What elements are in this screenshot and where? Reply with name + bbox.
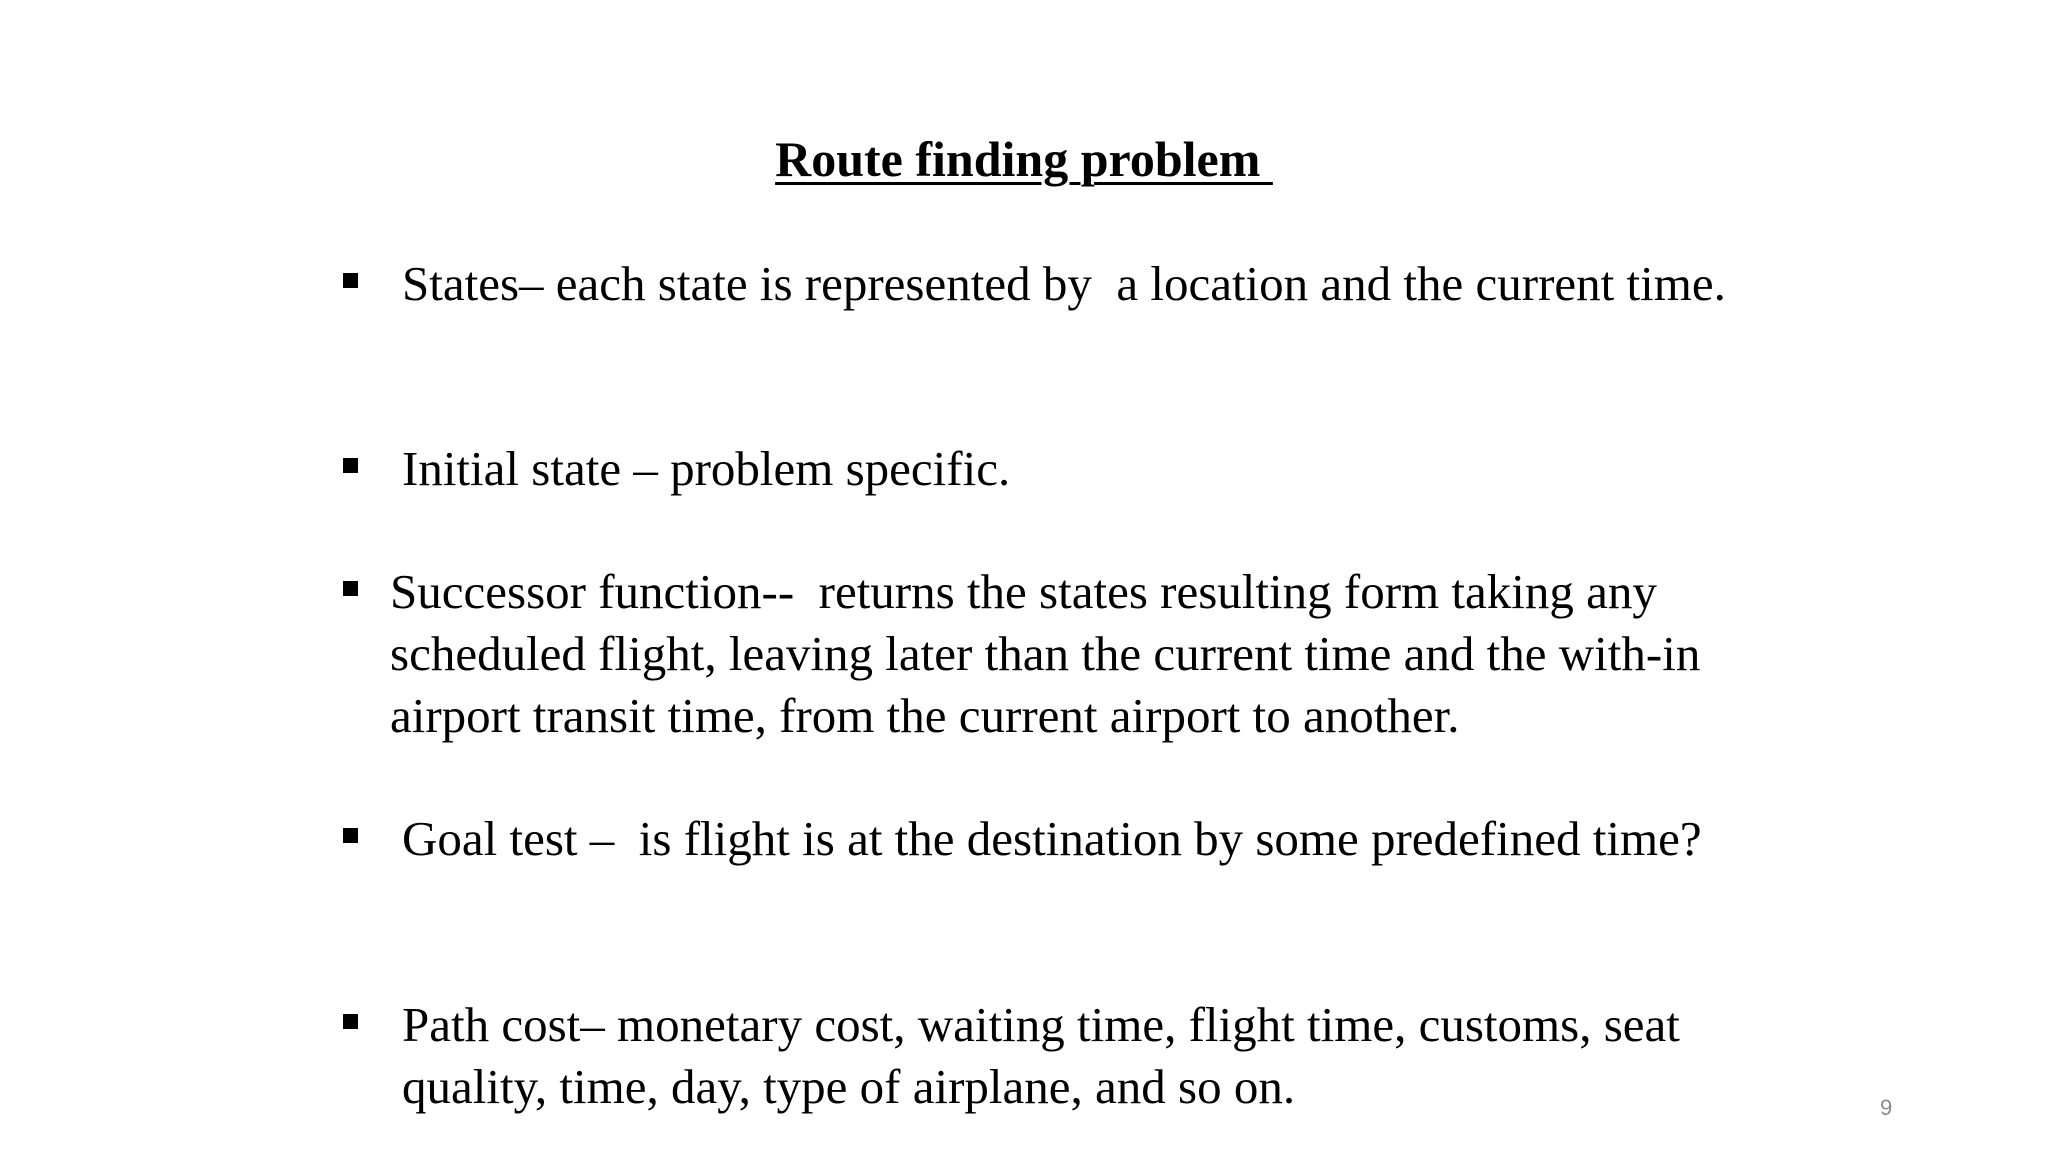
square-bullet-icon [343,458,358,473]
bullet-text: Path cost– monetary cost, waiting time, flight time, customs, seat quality, time, day, type of airplane, and so on. [402,997,1693,1114]
slide-title: Route finding problem [775,131,1273,187]
bullet-text: States– each state is represented by a location and the current time. [402,256,1726,311]
bullet-item-goal-test [338,808,1758,870]
square-bullet-icon [343,828,358,843]
bullet-item-path-cost [338,994,1808,1118]
bullet-item-successor-function [338,561,1838,747]
square-bullet-icon [343,1014,358,1029]
square-bullet-icon [343,273,358,288]
page-number: 9 [1880,1095,1893,1120]
bullet-text: Successor function-- returns the states resulting form taking any scheduled flight, leaving later than the current time and the with-in airport transit time, from the current airport to another. [390,564,1713,743]
bullet-item-initial-state [338,438,1808,500]
bullet-text: Initial state – problem specific. [402,441,1011,496]
bullet-item-states [338,253,1808,315]
bullet-text: Goal test – is flight is at the destination by some predefined time? [402,811,1702,866]
square-bullet-icon [343,581,358,596]
